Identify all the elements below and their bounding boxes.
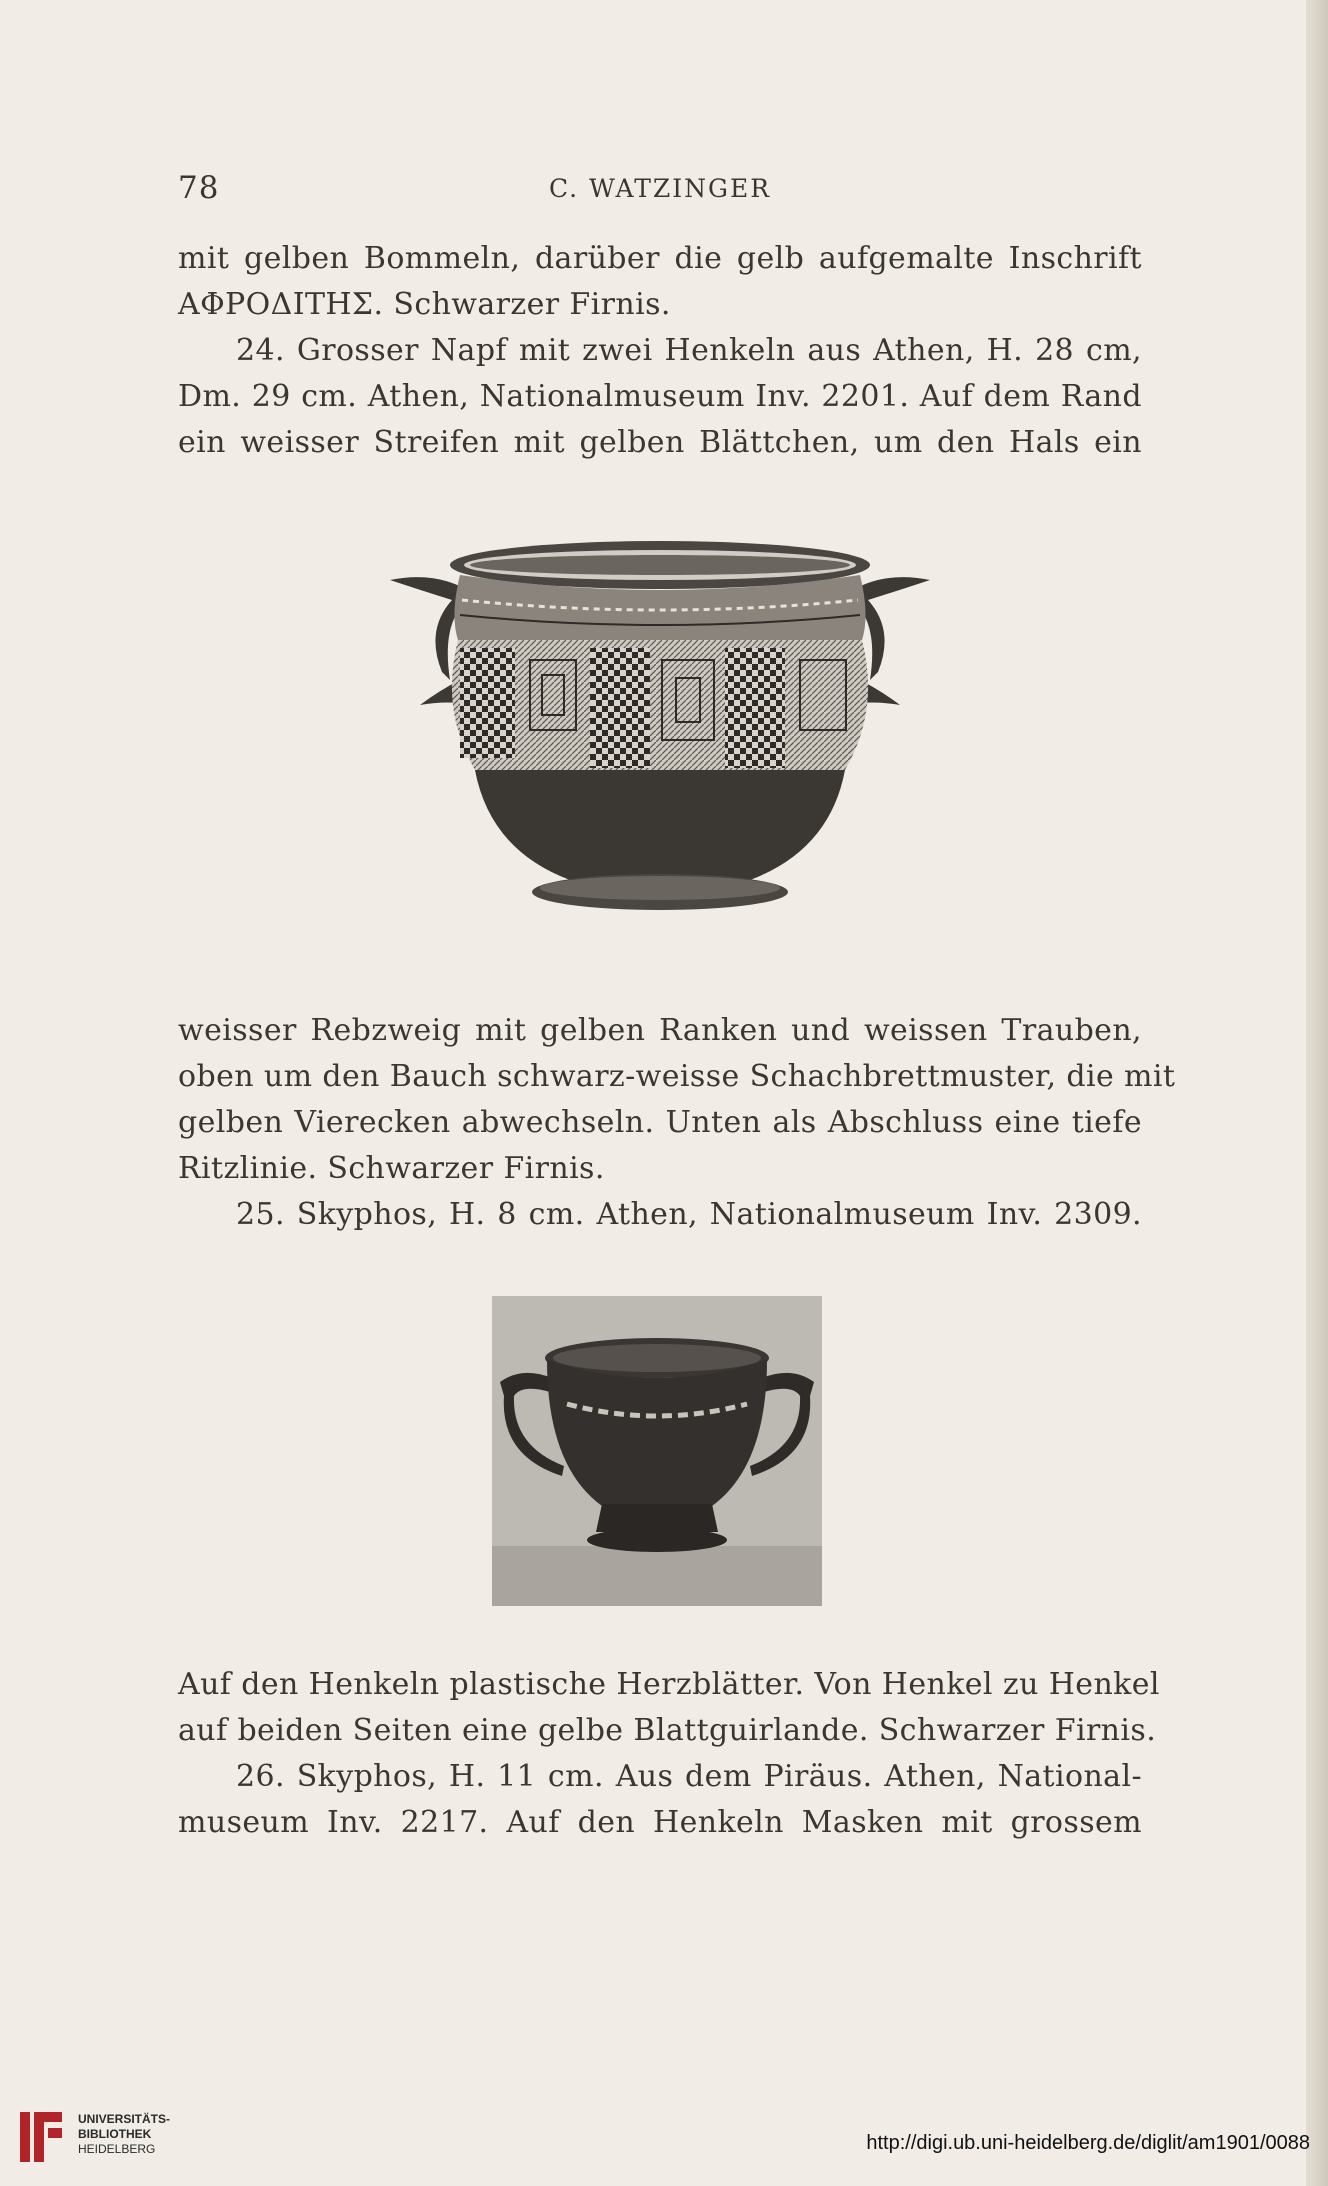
text-line: museum Inv. 2217. Auf den Henkeln Masken mit grossem bbox=[178, 1805, 1142, 1840]
page-edge-shadow bbox=[1306, 0, 1328, 2186]
text-line: 24. Grosser Napf mit zwei Henkeln aus Athen, H. 28 cm, bbox=[236, 333, 1142, 368]
library-logo bbox=[12, 2100, 182, 2178]
text-line: Dm. 29 cm. Athen, Nationalmuseum Inv. 2201. Auf dem Rand bbox=[178, 379, 1142, 414]
source-url-link[interactable]: http://digi.ub.uni-heidelberg.de/diglit/am1901/0088 bbox=[866, 2132, 1310, 2154]
text-block-middle bbox=[178, 1008, 1176, 1238]
text-line: 26. Skyphos, H. 11 cm. Aus dem Piräus. Athen, National- bbox=[236, 1759, 1142, 1794]
library-emblem-icon bbox=[16, 2106, 68, 2166]
text-line: oben um den Bauch schwarz-weisse Schachbrettmuster, die mit bbox=[178, 1059, 1176, 1094]
text-line: auf beiden Seiten eine gelbe Blattguirlande. Schwarzer Firnis. bbox=[178, 1713, 1157, 1748]
text-line: ein weisser Streifen mit gelben Blättchen, um den Hals ein bbox=[178, 425, 1142, 460]
text-line: Ritzlinie. Schwarzer Firnis. bbox=[178, 1151, 605, 1186]
text-line: gelben Vierecken abwechseln. Unten als Abschluss eine tiefe bbox=[178, 1105, 1142, 1140]
page-number: 78 bbox=[178, 170, 220, 206]
library-name bbox=[78, 2112, 170, 2157]
running-title: C. WATZINGER bbox=[548, 174, 772, 203]
text-block-top bbox=[178, 236, 1142, 466]
logo-line: UNIVERSITÄTS- bbox=[78, 2112, 171, 2126]
text-line: weisser Rebzweig mit gelben Ranken und weissen Trauben, bbox=[178, 1013, 1142, 1048]
napf-vase-illustration bbox=[380, 520, 940, 930]
text-line: 25. Skyphos, H. 8 cm. Athen, Nationalmuseum Inv. 2309. bbox=[236, 1197, 1142, 1232]
text-line: ΑΦΡΟΔΙΤΗΣ. Schwarzer Firnis. bbox=[178, 287, 671, 322]
logo-line: BIBLIOTHEK bbox=[78, 2127, 152, 2141]
skyphos-cup-image bbox=[492, 1296, 822, 1606]
text-line: Auf den Henkeln plastische Herzblätter. Von Henkel zu Henkel bbox=[178, 1667, 1160, 1702]
text-line: mit gelben Bommeln, darüber die gelb aufgemalte Inschrift bbox=[178, 241, 1142, 276]
skyphos-photograph bbox=[492, 1296, 822, 1606]
page-header bbox=[178, 170, 1142, 210]
logo-line: HEIDELBERG bbox=[78, 2142, 156, 2156]
text-block-bottom bbox=[178, 1662, 1160, 1846]
